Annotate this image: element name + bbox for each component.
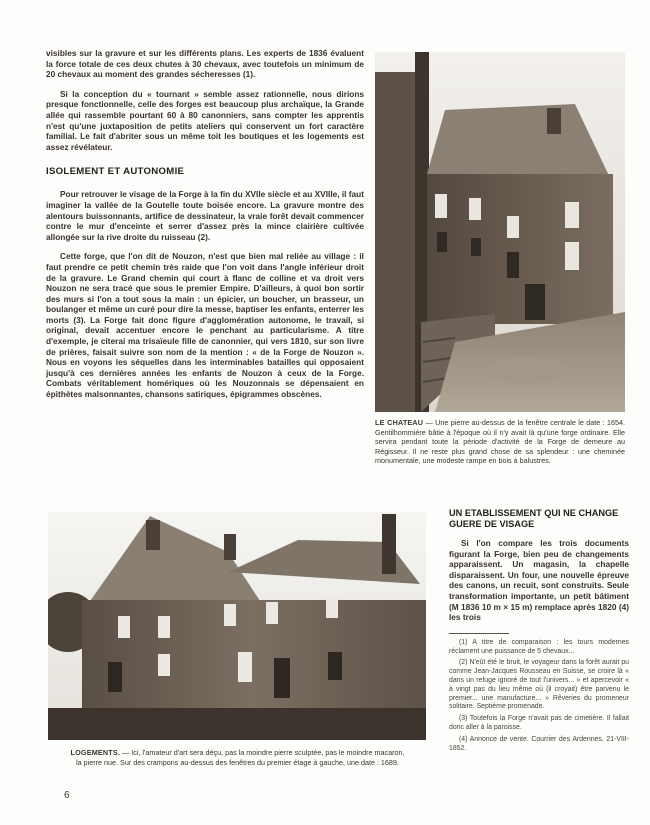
section-heading: ISOLEMENT ET AUTONOMIE [46, 166, 185, 178]
logements-photo [48, 512, 426, 740]
chateau-caption-lead: LE CHATEAU [375, 418, 424, 427]
left-text-column [46, 48, 364, 409]
chateau-caption-text: — Une pierre au-dessus de la fenêtre centrale le date : 1654. Gentilhommière bâtie à l'époque où il n'y avait là qu'une forge ordinaire. Elle servira pendant toute la période d'activité de la Forge de demeure au Régisseur. Il ne reste plus grand chose de sa splendeur : une cheminée monumentale, une modeste rampe en bois à balustres. [375, 418, 625, 466]
logements-caption-lead: LOGEMENTS. [70, 748, 121, 757]
footnote-2: (2) N'eût été le bruit, le voyageur dans la forêt aurait pu comme Jean-Jacques Rousseau en Suisse, se croire là « dans un refuge ignoré de tout l'univers... » et apercevoir « à vingt pas du lieu même où (il croyait) être parvenu le premier... une manufacture... » Rêveries du promeneur solitaire. Septième promenade. [449, 659, 629, 711]
paragraph-2: Si la conception du « tournant » semble assez rationnelle, nous dirions presque fonctionnelle, celle des forges est beaucoup plus archaïque, la Grande allée qui rassemble pourtant 60 à 80 canonniers, sans compter les apprentis n'est qu'une juxtaposition de petits ateliers qui conservent un fort caractère familial. Le fait d'abriter sous un même toit les boutiques et les logements est assez révélateur. [46, 88, 364, 152]
chateau-photo-drawing [375, 52, 625, 412]
chateau-photo [375, 52, 625, 412]
footnote-4: (4) Annonce de vente. Courrier des Ardennes. 21-VIII-1852. [449, 735, 629, 752]
logements-caption-text: — Ici, l'amateur d'art sera déçu, pas la moindre pierre sculptée, pas le moindre macaron, la pierre nue. Sur des crampons au-dessus des fenêtres du premier étage à gauche, une date : 1689. [76, 748, 405, 767]
footnote-divider [449, 633, 509, 634]
paragraph-4: Cette forge, que l'on dit de Nouzon, n'est que bien mal reliée au village : il faut prendre ce petit chemin très raide que l'on voit dans l'angle inférieur droit de la gravure. Le Grand chemin qui court à flanc de colline et va droit vers Nouzon ne sera tracé que sous le premier Empire. D'ailleurs, à quoi bon sortir des murs si l'on a tout sous la main : un épicier, un boucher, un brasseur, un boulanger et même un curé pour dire la messe, baptiser les enfants, enterrer les morts (3). La Forge fait donc figure d'agglomération autonome, le travail, si original, devait accentuer encore le penchant au particularisme. A titre d'exemple, je citerai ma trisaïeule fille de canonnier, qui vers 1810, sur son livre de prières, faisait suivre son nom de la mention : « de la Forge de Nouzon ». Nous en voyons les séquelles dans les interminables batailles qui opposaient jusqu'à ces dernières années les enfants de Nouzon à ceux de la Forge. Combats véritablement homériques où les Nouzonnais se dépensaient en épithètes malsonnantes, chansons satiriques, épigrammes obscènes. [46, 251, 364, 400]
right-section-heading: UN ETABLISSEMENT QUI NE CHANGE GUERE DE VISAGE [449, 508, 619, 529]
paragraph-3: Pour retrouver le visage de la Forge à la fin du XVIIe siècle et au XVIIIe, il faut imaginer la vallée de la Goutelle toute boisée encore. La gravure montre des alentours buissonnants, artifice de dessinateur, la vraie forêt devait commencer contre le mur d'enceinte et serrer d'assez près la mince clairière cultivée allongée sur la rive droite du ruisseau (2). [46, 189, 364, 242]
footnote-3: (3) Toutefois la Forge n'avait pas de cimetière. Il fallait donc aller à la paroisse. [449, 715, 629, 731]
page-number: 6 [64, 790, 70, 801]
logements-photo-drawing [48, 512, 426, 740]
chateau-caption [375, 418, 625, 466]
paragraph-1: visibles sur la gravure et sur les différents plans. Les experts de 1836 évaluent la force totale de ces deux chutes à 30 chevaux, avec toutefois un minimum de 20 chevaux au moment des grandes sécheresses (1). [46, 48, 364, 80]
right-paragraph: Si l'on compare les trois documents figurant la Forge, bien peu de changements apparaissent. Un magasin, la chapelle disparaissent. Un four, une nouvelle épreuve des canons, un recuit, sont construits. Seule transformation importante, un petit bâtiment (M 1836 10 m × 15 m) remplace après 1820 (4) les trois [449, 538, 629, 623]
footnote-1: (1) A titre de comparaison : les tours modernes réclament une puissance de 5 chevaux... [449, 638, 629, 655]
footnotes [449, 639, 629, 754]
logements-caption [70, 748, 405, 767]
right-text-column [449, 508, 629, 756]
